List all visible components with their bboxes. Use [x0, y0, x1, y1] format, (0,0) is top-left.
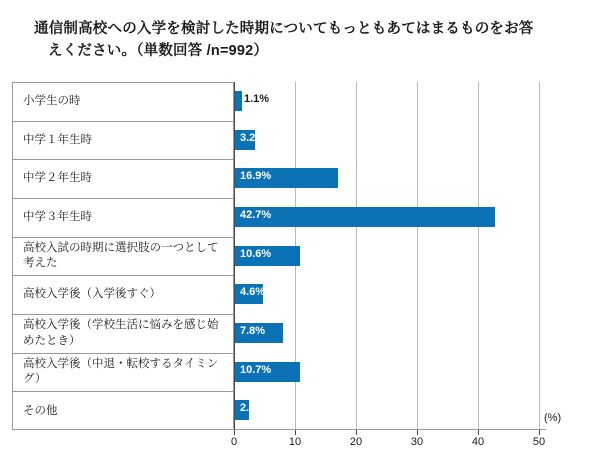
x-tick [478, 430, 479, 435]
bar-row [234, 275, 546, 314]
plot-area [234, 82, 546, 430]
x-tick-label: 0 [230, 436, 238, 448]
x-tick-label: 30 [410, 436, 424, 448]
bar-value-label: 1.1% [244, 93, 270, 105]
bar-value-label: 10.7% [240, 363, 272, 376]
bar-value-label: 42.7% [240, 208, 272, 221]
x-tick [417, 430, 418, 435]
x-tick-label: 10 [288, 436, 302, 448]
x-tick [356, 430, 357, 435]
x-tick-label: 20 [349, 436, 363, 448]
bar-row [234, 353, 546, 392]
page-title [34, 18, 574, 63]
category-label: 高校入学後（入学後すぐ） [13, 276, 233, 315]
bar-row [234, 159, 546, 198]
category-label: 中学２年生時 [13, 160, 233, 199]
x-tick-label: 40 [471, 436, 485, 448]
x-axis [230, 430, 546, 454]
bar-row [234, 198, 546, 237]
category-label: 高校入学後（中退・転校するタイミング） [13, 354, 233, 393]
bar-value-label: 10.6% [240, 247, 272, 260]
bar-row [234, 121, 546, 160]
x-tick-label: 50 [532, 436, 546, 448]
bar-value-label: 2.3% [240, 402, 266, 415]
category-label-column [12, 82, 234, 430]
bar[interactable] [235, 91, 242, 111]
bar[interactable] [235, 207, 495, 227]
category-label: その他 [23, 404, 58, 417]
bar-chart [12, 82, 588, 454]
x-tick [295, 430, 296, 435]
category-label: 小学生の時 [13, 83, 233, 122]
x-tick [234, 430, 235, 435]
bar-value-label: 3.2% [240, 131, 266, 144]
category-label: 高校入学後（学校生活に悩みを感じ始めたとき） [13, 315, 233, 354]
title-line-1: 通信制高校への入学を検討した時期についてもっともあてはまるものをお答 [34, 21, 534, 37]
title-line-2: えください。（単数回答 /n=992） [48, 43, 269, 60]
category-label: 高校入試の時期に選択肢の一つとして考えた [13, 238, 233, 277]
bar-row [234, 314, 546, 353]
bar-row [234, 82, 546, 121]
bar-row [234, 237, 546, 276]
category-label: 中学３年生時 [13, 199, 233, 238]
x-tick [539, 430, 540, 435]
x-axis-unit-label: (%) [544, 412, 562, 424]
bar-value-label: 7.8% [240, 324, 266, 337]
category-label: 中学１年生時 [13, 122, 233, 161]
bar-value-label: 4.6% [240, 286, 266, 299]
bar-row [234, 391, 546, 430]
bar-value-label: 16.9% [240, 170, 272, 183]
